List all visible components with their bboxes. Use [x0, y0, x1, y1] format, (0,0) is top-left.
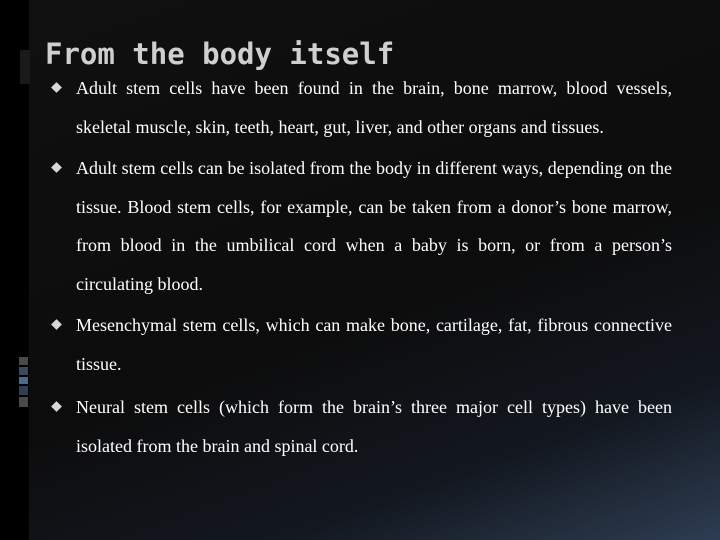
- bullet-item: [52, 306, 672, 383]
- slide-title: From the body itself: [45, 37, 395, 71]
- square-bullet-icon: [51, 82, 62, 93]
- accent-block: [19, 357, 28, 365]
- square-bullet-icon: [51, 162, 62, 173]
- accent-block: [19, 397, 28, 407]
- bullet-text: Neural stem cells (which form the brain’s three major cell types) have been isolated from the brain and spinal cord.: [76, 397, 672, 456]
- title-accent-bar: [20, 50, 30, 84]
- bullet-item: [52, 149, 672, 303]
- bullet-text: Mesenchymal stem cells, which can make bone, cartilage, fat, fibrous connective tissue.: [76, 315, 672, 374]
- square-bullet-icon: [51, 401, 62, 412]
- accent-block: [19, 377, 28, 384]
- accent-block: [19, 367, 28, 375]
- accent-block: [19, 386, 28, 395]
- bullet-item: [52, 388, 672, 465]
- square-bullet-icon: [51, 319, 62, 330]
- bullet-text: Adult stem cells can be isolated from the body in different ways, depending on the tissue. Blood stem cells, for example, can be taken from a donor’s bone marrow, from blood in the umbilical cord when a baby is born, or from a person’s circulating blood.: [76, 158, 672, 294]
- bullet-item: [52, 69, 672, 146]
- bullet-text: Adult stem cells have been found in the brain, bone marrow, blood vessels, skeletal muscle, skin, teeth, heart, gut, liver, and other organs and tissues.: [76, 78, 672, 137]
- bullet-list: [52, 69, 672, 468]
